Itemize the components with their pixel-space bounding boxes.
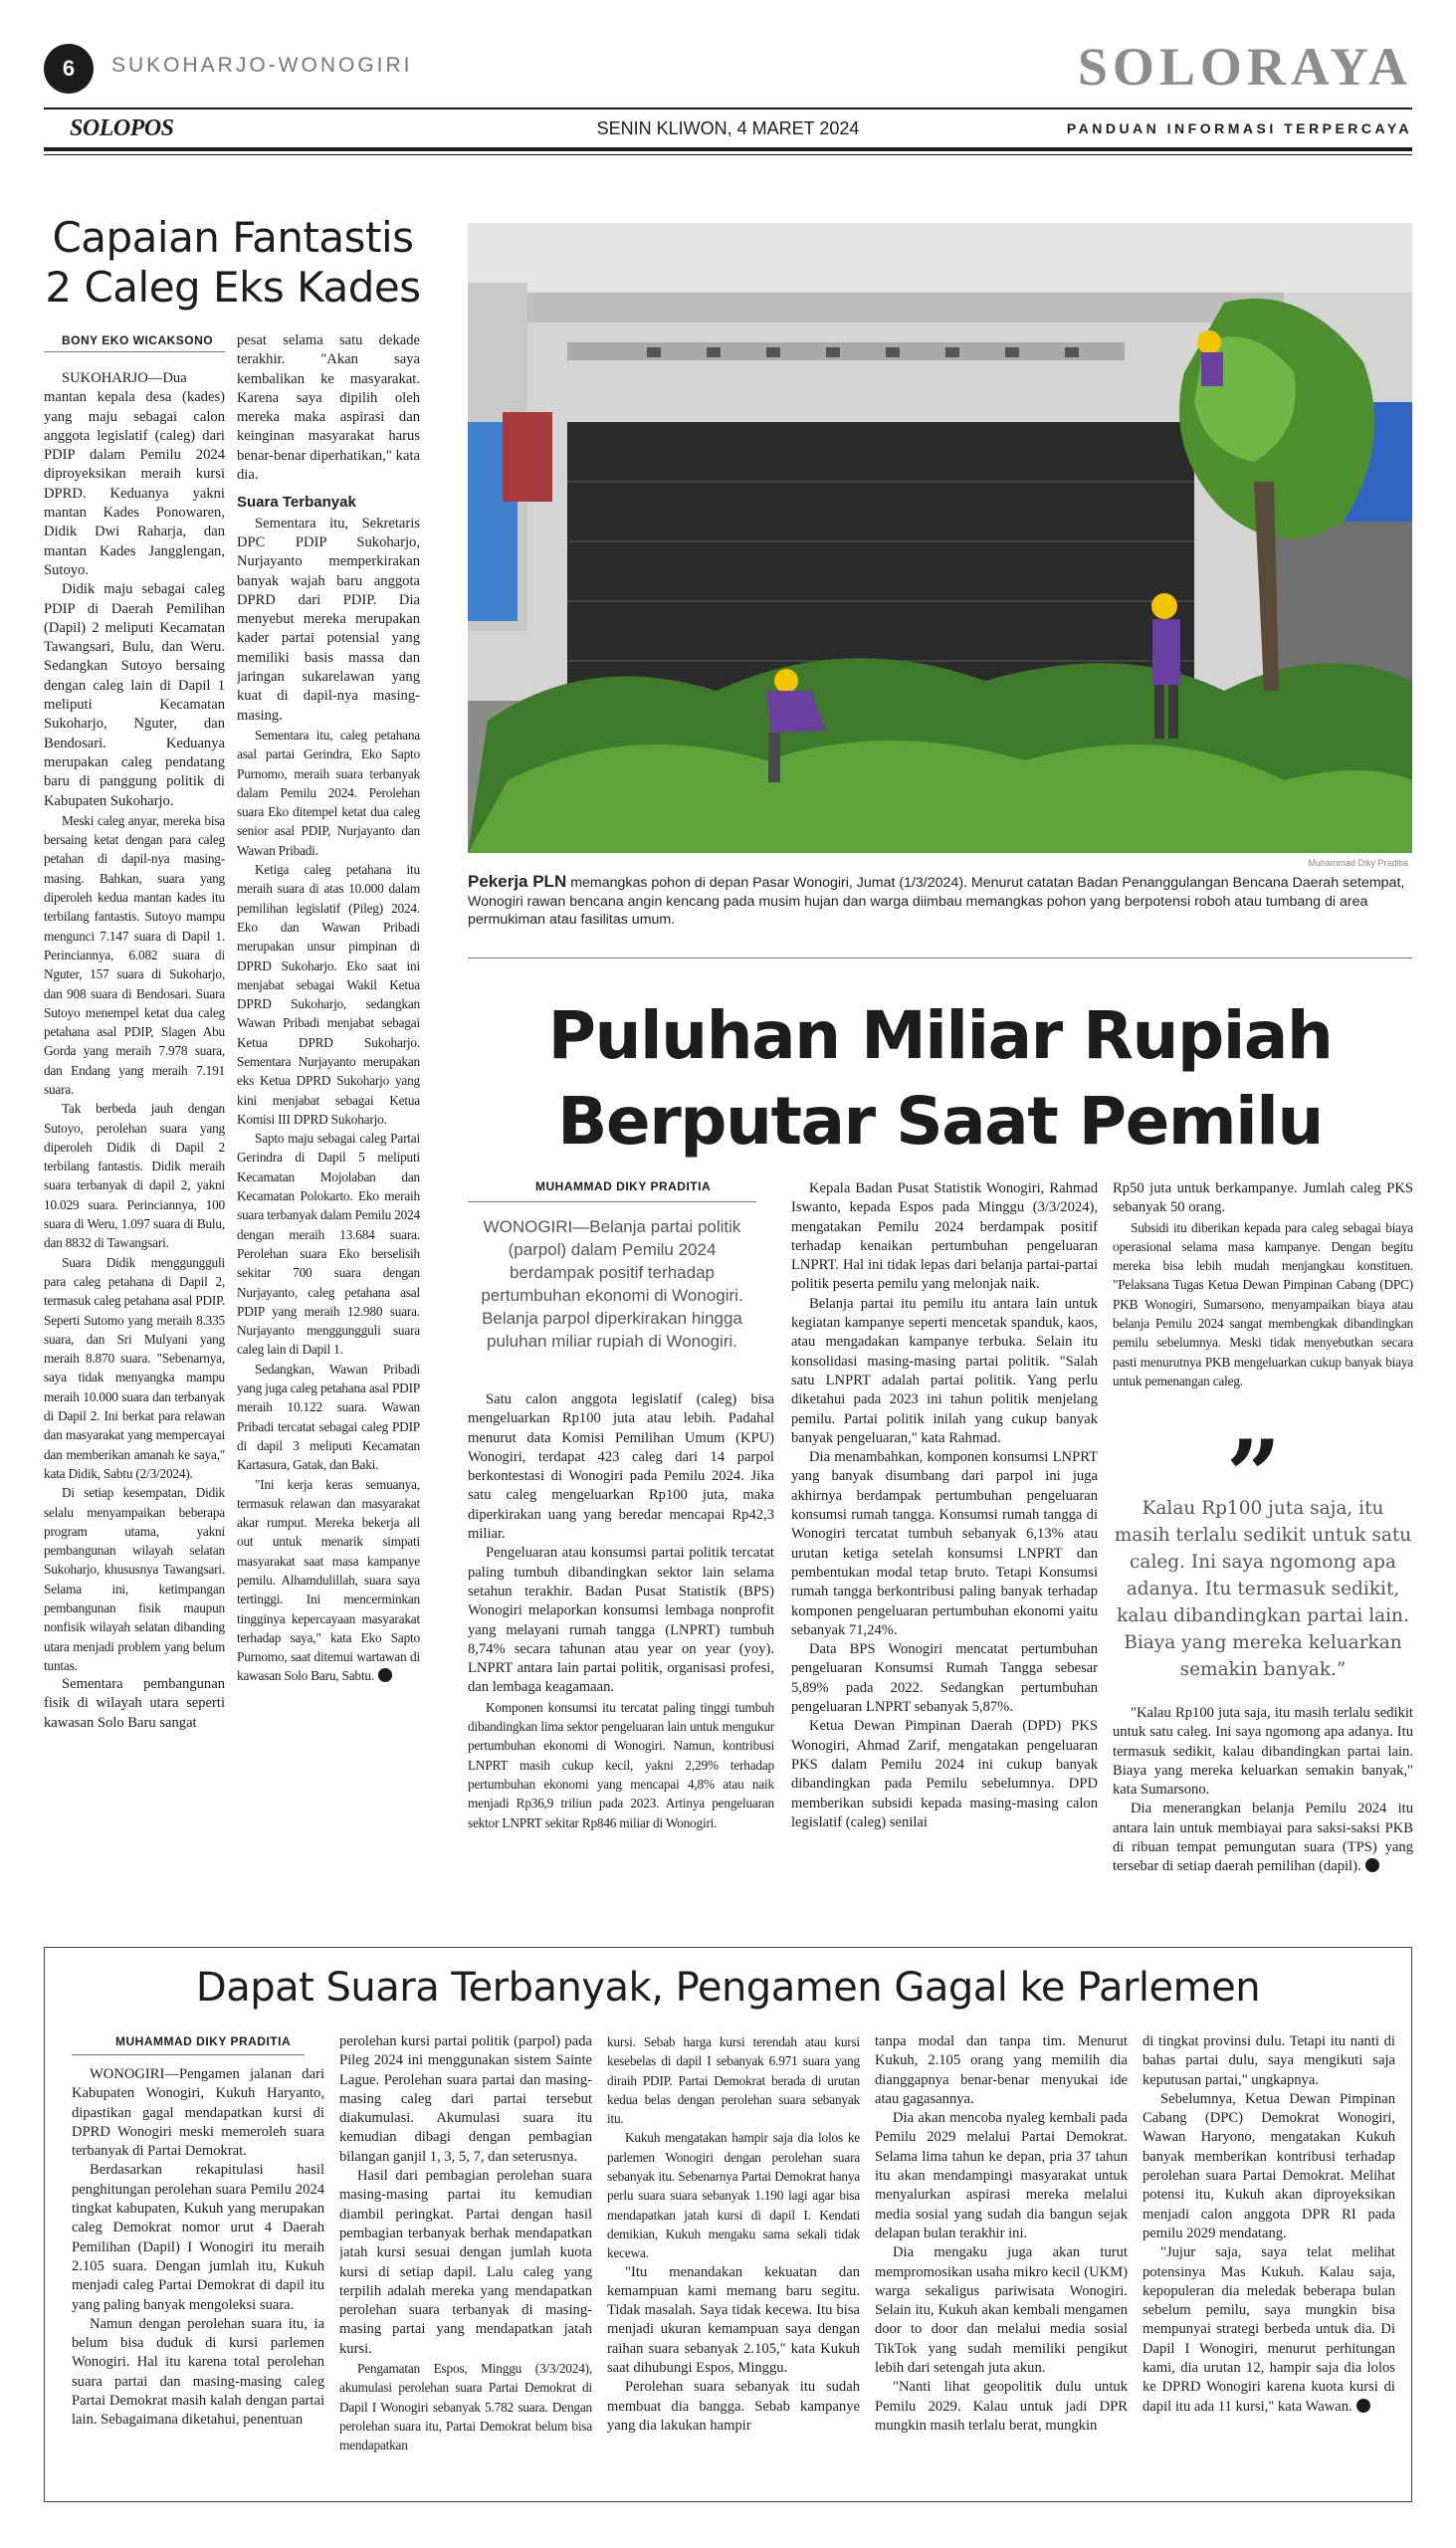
story1-column-1 [44,369,225,1902]
story2-column-2 [791,1179,1098,1902]
paragraph: Sementara itu, Sekretaris DPC PDIP Sukoharjo, Nurjayanto memperkirakan banyak wajah baru anggota DPRD dari PDIP. Dia menyebut mereka merupakan kader partai potensial yang memiliki basis massa dan jaringan sukarelawan yang kuat di dapil-nya masing-masing. [237,515,420,724]
paragraph [237,1475,420,1686]
paragraph: Data BPS Wonogiri mencatat pertumbuhan pengeluaran Konsumsi Rumah Tangga sebesar 5,89% pada 2022. Sedangkan pertumbuhan pengeluaran LNPRT sebanyak 5,87%. [791,1641,1098,1716]
quote-icon: ” [1226,1419,1282,1532]
paragraph: "Kalau Rp100 juta saja, itu masih terlalu sedikit untuk satu caleg. Ini saya ngomong apa adanya. Itu termasuk sedikit, kalau dibandingkan partai lain. Biaya yang mereka keluarkan semakin banyak," kata Sumarsono. [1113,1705,1413,1799]
tagline: PANDUAN INFORMASI TERPERCAYA [1066,120,1412,136]
story3-column-1 [72,2065,324,2493]
end-of-article-icon [1356,2399,1370,2413]
paragraph: Komponen konsumsi itu tercatat paling tinggi tumbuh dibandingkan lima sektor pengeluaran lain untuk mengukur pertumbuhan ekonomi di Wonogiri. Namun, kontribusi LNPRT masih cukup kecil, yakni 2,29% terhadap pertumbuhan ekonomi yang mencapai 4,8% atau naik menjadi Rp36,9 triliun pada 2023. Artinya pengeluaran sektor LNPRT sekitar Rp846 miliar di Wonogiri. [468,1699,774,1830]
story3-column-5 [1143,2032,1395,2493]
paragraph: Dia menambahkan, komponen konsumsi LNPRT yang banyak disumbang dari parpol ini juga akhirnya berdampak pertumbuhan pengeluaran konsumsi rumah tangga. Konsumsi rumah tangga di Wonogiri tercatat tumbuh sebanyak 6,13% atau urutan ketiga setelah konsumsi LNPRT dan pembentukan modal tetap bruto. Tetapi Konsumsi rumah tangga berkontribusi paling banyak terhadap komponen pengeluaran pertumbuhan ekonomi yaitu sebanyak 71,24%. [791,1449,1098,1638]
end-of-article-icon [378,1668,392,1682]
newspaper-logo: SOLOPOS [70,115,174,141]
story3-column-4 [875,2032,1128,2493]
paragraph: Tak berbeda jauh dengan Sutoyo, perolehan suara yang diperoleh Didik di Dapil 2 terbilang fantastis. Didik meraih suara terbanyak di dapil 2, yakni 10.029 suara. Perinciannya, 100 suara di Weru, 1.097 suara di Bulu, dan 8832 di Tawangsari. [44,1101,225,1251]
paragraph: Sementara pembangunan fisik di wilayah utara seperti kawasan Solo Baru sangat [44,1676,225,1731]
paragraph-text: "Ini kerja keras semuanya, termasuk relawan dan masyarakat akar rumput. Mereka bekerja all out untuk menarik simpati masyarakat saat masa kampanye pemilu. Alhamdulillah, suara saya tertinggi. Ini mencerminkan tingginya kepercayaan masyarakat terhadap saya," kata Eko Sapto Purnomo, saat ditemui wartawan di kawasan Solo Baru, Sabtu. [237,1476,420,1684]
paragraph: Ketiga caleg petahana itu meraih suara di atas 10.000 dalam pemilihan legislatif (Pileg) 2024. Eko dan Wawan Pribadi merupakan unsur pimpinan di DPRD Sukoharjo. Eko saat ini menjabat sebagai Wakil Ketua DPRD Sukoharjo, sedangkan Wawan Pribadi menjabat sebagai Ketua DPRD Sukoharjo. Sementara Nurjayanto merupakan eks Ketua DPRD Sukoharjo yang kini menjabat sebagai Ketua Komisi III DPRD Sukoharjo. [237,862,420,1127]
paragraph: SUKOHARJO—Dua mantan kepala desa (kades) yang maju sebagai calon anggota legislatif (caleg) dari PDIP dalam Pemilu 2024 diproyeksikan meraih kursi DPRD. Keduanya yakni mantan Kades Ponowaren, Didik Dwi Raharja, dan mantan Kades Jangglengan, Sutoyo. [44,370,225,578]
story2-lead: WONOGIRI—Belanja partai politik (parpol) dalam Pemilu 2024 berdampak positif terhadap pertumbuhan ekonomi di Wonogiri. Belanja parpol diperkirakan hingga puluhan miliar rupiah di Wonogiri. [481,1217,743,1351]
paragraph: "Nanti lihat geopolitik dulu untuk Pemilu 2029. Kalau untuk jadi DPR mungkin masih terlalu berat, mungkin [875,2379,1128,2434]
paragraph: perolehan kursi partai politik (parpol) pada Pileg 2024 ini menggunakan sistem Sainte Lague. Perolehan suara partai dan masing-masing caleg dari partai tersebut diakumulasi. Akumulasi suara itu kemudian dibagi dengan pembagian bilangan ganjil 1, 3, 5, 7, dan seterusnya. [339,2033,592,2165]
paragraph: kursi. Sebab harga kursi terendah atau kursi kesebelas di dapil I sebanyak 6.971 suara yang diraih PDIP. Partai Demokrat berada di urutan kedua belas dengan perolehan suara sebanyak itu. [607,2034,860,2127]
page-number: 6 [44,44,94,94]
paragraph: "Itu menandakan kekuatan dan kemampuan kami memang baru segitu. Tidak masalah. Saya tidak kecewa. Itu bisa menjadi ukuran kemampuan saya dengan raihan suara sebanyak 2.105," kata Kukuh saat dihubungi Espos, Minggu. [607,2263,860,2377]
story2-column-3 [1113,1179,1413,1440]
paragraph: Hasil dari pembagian perolehan suara masing-masing partai itu kemudian diambil peringkat. Partai dengan hasil pembagian terbanyak berhak mendapatkan jatah kursi sesuai dengan jumlah kuota kursi di setiap dapil. Lalu caleg yang terpilih adalah mereka yang mendapatkan perolehan suara terbanyak di masing-masing partai yang mendapatkan jatah kursi. [339,2168,592,2357]
paragraph: Rp50 juta untuk berkampanye. Jumlah caleg PKS sebanyak 50 orang. [1113,1180,1413,1216]
header-rule-bottom [44,147,1412,151]
section-label: SUKOHARJO-WONOGIRI [111,54,413,77]
news-photo [468,223,1412,853]
paragraph: Dia mengaku juga akan turut mempromosikan usaha mikro kecil (UKM) warga sekaligus pariwisata Wonogiri. Selain itu, Kukuh akan kembali mengamen door to door dan melalui media sosial TikTok yang sudah memiliki pengikut lebih dari setengah juta akun. [875,2244,1128,2377]
paragraph: Ketua Dewan Pimpinan Daerah (DPD) PKS Wonogiri, Ahmad Zarif, mengatakan pengeluaran PKS dalam Pemilu 2024 ini cukup banyak dibandingkan pada Pemilu sebelumnya. DPD memberikan subsidi kepada masing-masing calon legislatif (caleg) senilai [791,1718,1098,1830]
story1-column-2 [237,331,420,1902]
paragraph: Namun dengan perolehan suara itu, ia belum bisa duduk di kursi parlemen Wonogiri. Hal itu karena total perolehan suara partai dan masing-masing caleg Partai Demokrat masih kalah dengan partai lain. Sebagaimana diketahui, penentuan [72,2315,324,2429]
paragraph: Belanja partai itu pemilu itu antara lain untuk kegiatan kampanye seperti mencetak spanduk, kaos, atau mengadakan kampanye terbuka. Selain itu konsolidasi masing-masing partai politik. "Salah satu LNPRT adalah partai politik. Yang perlu diketahui pada 2023 ini tahun politik menjelang pemilu. Partai politik inilah yang cukup banyak banyak pengeluaran," kata Rahmad. [791,1295,1098,1446]
paragraph: pesat selama satu dekade terakhir. "Akan saya kembalikan ke masyarakat. Karena saya dipilih oleh mereka maka aspirasi dan keinginan masyarakat harus benar-benar diperhatikan," kata dia. [237,332,420,484]
story3-column-3 [607,2032,860,2493]
paragraph-text: "Jujur saja, saya telat melihat potensinya Mas Kukuh. Kalau saja, kepopuleran dia meledak beberapa bulan sebelum pemilu, saya mungkin bisa mempunyai strategi berbeda untuk dia. Di Dapil I Wonogiri, menurut perhitungan kami, dia urutan 12, hampir saja dia lolos ke DPRD Wonogiri karena kuota kursi di dapil itu ada 11 kursi," kata Wawan. [1143,2244,1395,2415]
story1-headline [44,213,422,313]
paragraph: Subsidi itu diberikan kepada para caleg sebagai biaya operasional selama masa kampanye. Dengan begitu mereka bisa lebih mudah menjangkau konstituen. "Pelaksana Tugas Ketua Dewan Pimpinan Cabang (DPC) PKB Wonogiri, Sumarsono, menyampaikan biaya atau belanja Pemilu 2024 sangat membengkak dibandingkan pemilu sebelumnya. Meski tidak menyebutkan secara pasti menurutnya PKB mengeluarkan cukup banyak biaya untuk pemenangan caleg. [1113,1219,1413,1388]
paragraph: Pengamatan Espos, Minggu (3/3/2024), akumulasi perolehan suara Partai Demokrat di Dapil I Wonogiri sebanyak 5.782 suara. Dengan perolehan suara itu, Partai Demokrat belum bisa mendapatkan [339,2361,592,2453]
story2-byline: MUHAMMAD DIKY PRADITIA [535,1179,712,1193]
photo-caption [468,873,1412,930]
paragraph: Sedangkan, Wawan Pribadi yang juga caleg petahana asal PDIP meraih 10.122 suara. Wawan Pribadi tercatat sebagai caleg PDIP di dapil 3 meliputi Kecamatan Kartasura, Gatak, dan Baki. [237,1361,420,1473]
pull-quote: Kalau Rp100 juta saja, itu masih terlalu sedikit untuk satu caleg. Ini saya ngomong apa adanya. Itu termasuk sedikit, kalau dibandingkan partai lain. Biaya yang mereka keluarkan semakin banyak.” [1114,1498,1412,1680]
header-rule-top [44,107,1412,109]
rubric-title: SOLORAYA [1077,37,1412,97]
edition-date: SENIN KLIWON, 4 MARET 2024 [596,118,860,138]
paragraph: Berdasarkan rekapitulasi hasil penghitungan perolehan suara Pemilu 2024 tingkat kabupaten, Kukuh yang merupakan caleg Demokrat nomor urut 4 Daerah Pemilihan (Dapil) I Wonogiri itu meraih 2.105 suara. Dengan jumlah itu, Kukuh menjadi caleg Partai Demokrat di dapil itu yang paling banyak mengoleksi suara. [72,2162,324,2313]
paragraph: Pengeluaran atau konsumsi partai politik tercatat paling tumbuh dibandingkan sektor lain selama setahun terakhir. Badan Pusat Statistik (BPS) Wonogiri melaporkan konsumsi lembaga nonprofit yang melayani rumah tangga (LNPRT) tumbuh 8,74% secara tahunan atau year on year (yoy). LNPRT antara lain partai politik, organisasi profesi, dan lembaga keagamaan. [468,1545,774,1696]
paragraph [1113,1800,1413,1876]
caption-label: Pekerja PLN [468,872,567,891]
paragraph: Kepala Badan Pusat Statistik Wonogiri, Rahmad Iswanto, kepada Espos pada Minggu (3/3/2024), mengatakan Pemilu 2024 berdampak positif terhadap kenaikan pertumbuhan pengeluaran LNPRT. Hal ini tidak lepas dari belanja partai-partai politik peserta pemilu yang melonjak naik. [791,1180,1098,1293]
paragraph [1143,2243,1395,2417]
paragraph: Satu calon anggota legislatif (caleg) bisa mengeluarkan Rp100 juta atau lebih. Padahal menurut data Komisi Pemilihan Umum (KPU) Wonogiri, terdapat 423 caleg dari 14 parpol berkontestasi di Wonogiri pada Pemilu 2024. Jika satu caleg mengeluarkan Rp100 juta, maka diperkirakan uang yang beredar mencapai Rp42,3 miliar. [468,1391,774,1543]
story1-headline-line2: 2 Caleg Eks Kades [45,263,421,312]
header-rule-thin [44,154,1412,155]
story3-headline: Dapat Suara Terbanyak, Pengamen Gagal ke Parlemen [195,1965,1261,2011]
story1-headline-line1: Capaian Fantastis [52,213,414,262]
divider [468,957,1412,958]
story3-column-2 [339,2032,592,2493]
photo-credit: Muhammad Diky Praditia [1308,858,1408,868]
paragraph: Di setiap kesempatan, Didik selalu menyampaikan beberapa program utama, yakni pembangunan wilayah selatan Sukoharjo, khususnya Tawangsari. Selama ini, ketimpangan pembangunan fisik maupun nonfisik wilayah selatan dibanding utara menjadi problem yang belum tuntas. [44,1485,225,1673]
story2-headline [468,993,1412,1165]
paragraph: WONOGIRI—Pengamen jalanan dari Kabupaten Wonogiri, Kukuh Haryanto, dipastikan gagal mendapatkan kursi di DPRD Wonogiri meski memeroleh suara terbanyak di Partai Demokrat. [72,2066,324,2160]
story1-byline: BONY EKO WICAKSONO [62,333,214,347]
caption-text: memangkas pohon di depan Pasar Wonogiri, Jumat (1/3/2024). Menurut catatan Badan Penanggulangan Bencana Daerah setempat, Wonogiri rawan bencana angin kencang pada musim hujan dan warga diimbau memangkas pohon yang berpotensi roboh atau tumbang di area permukiman atau fasilitas umum. [468,875,1405,928]
paragraph: Didik maju sebagai caleg PDIP di Daerah Pemilihan (Dapil) 2 meliputi Kecamatan Tawangsari, Bulu, dan Weru. Sedangkan Sutoyo bersaing dengan caleg lain di Dapil 1 meliputi Kecamatan Sukoharjo, Nguter, dan Bendosari. Keduanya merupakan caleg pendatang baru di panggung politik di Kabupaten Sukoharjo. [44,581,225,809]
byline-rule [72,2054,305,2055]
paragraph: Sapto maju sebagai caleg Partai Gerindra di Dapil 5 meliputi Kecamatan Mojolaban dan Kecamatan Polokarto. Eko meraih suara terbanyak dalam Pemilu 2024 dengan meraih 13.684 suara. Perolehan suara Eko berselisih sekitar 700 suara dengan Nurjayanto, caleg petahana asal PDIP yang meraih 12.980 suara. Nurjayanto menggungguli suara caleg lain di Dapil 1. [237,1131,420,1358]
story2-column-1 [468,1390,774,1902]
story2-headline-line1: Puluhan Miliar Rupiah [547,997,1333,1074]
paragraph: Sementara itu, caleg petahana asal partai Gerindra, Eko Sapto Purnomo, meraih suara terbanyak dalam Pemilu 2024. Perolehan suara Eko ditempel ketat dua caleg senior asal PDIP, Nurjayanto dan Wawan Pribadi. [237,727,420,858]
byline-rule [468,1201,756,1202]
paragraph: di tingkat provinsi dulu. Tetapi itu nanti di bahas partai dulu, saya mengikuti saja keputusan partai," ungkapnya. [1143,2033,1395,2088]
paragraph: tanpa modal dan tanpa tim. Menurut Kukuh, 2.105 orang yang memilih dia dianggapnya benar-benar menyukai ide atau gagasannya. [875,2033,1128,2107]
paragraph: Sebelumnya, Ketua Dewan Pimpinan Cabang (DPC) Demokrat Wonogiri, Wawan Haryono, mengatakan Kukuh banyak memberikan kontribusi terhadap perolehan suara Partai Demokrat. Melihat potensi itu, Kukuh akan diproyeksikan menjadi calon anggota DPR RI pada pemilu 2029 mendatang. [1143,2090,1395,2241]
byline-rule [44,351,225,352]
story3-byline: MUHAMMAD DIKY PRADITIA [115,2034,292,2048]
paragraph: Dia akan mencoba nyaleg kembali pada Pemilu 2029 melalui Partai Demokrat. Selama lima tahun ke depan, pria 37 tahun itu akan mendampingi masyarakat untuk menyalurkan aspirasi mereka melalui media sosial yang sudah dia bangun sejak delapan bulan terakhir ini. [875,2110,1128,2241]
subheading: Suara Terbanyak [237,494,356,512]
paragraph: Meski caleg anyar, mereka bisa bersaing ketat dengan para caleg petahan di dapil-nya masing-masing. Bahkan, suara yang diperoleh kedua mantan kades itu terbilang fantastis. Sutoyo mampu mengunci 7.147 suara di Dapil 1. Perinciannya, 6.082 suara di Nguter, 157 suara di Sukoharjo, dan 908 suara di Bendosari. Suara Sutoyo menempel ketat dua caleg petahana asal PDIP, Slagen Abu Gorda yang meraih 7.978 suara, dan Endang yang meraih 7.191 suara. [44,812,225,1097]
paragraph: Suara Didik menggungguli para caleg petahana di Dapil 2, termasuk caleg petahana asal PDIP. Seperti Sutomo yang meraih 8.335 suara, dan Sri Mulyani yang meraih 8.870 suara. "Sebenarnya, saya tidak menyangka mampu meraih 10.000 suara dan terbanyak di Dapil 2. Ini berkat para relawan dan masyarakat yang mempercayai dan memberikan amanah ke saya," kata Didik, Sabtu (2/3/2024). [44,1254,225,1481]
paragraph: Perolehan suara sebanyak itu sudah membuat dia bangga. Sebab kampanye yang dia lakukan hampir [607,2379,860,2434]
story2-column-3-continued [1113,1704,1413,1903]
story2-headline-line2: Berputar Saat Pemilu [557,1083,1323,1160]
end-of-article-icon [1365,1858,1379,1872]
photo-illustration [468,223,1412,853]
paragraph: Kukuh mengatakan hampir saja dia lolos ke parlemen Wonogiri dengan perolehan suara sebanyak itu. Sebenarnya Partai Demokrat hanya perlu suara suara sebanyak 1.190 lagi agar bisa mendapatkan jatah kursi di dapil I. Kendati demikian, Kukuh mengaku sama sekali tidak kecewa. [607,2130,860,2261]
paragraph-text: Dia menerangkan belanja Pemilu 2024 itu antara lain untuk membiayai para saksi-saksi PKB di ribuan tempat pemungutan suara (TPS) yang tersebar di setiap daerah pemilihan (dapil). [1113,1801,1413,1875]
